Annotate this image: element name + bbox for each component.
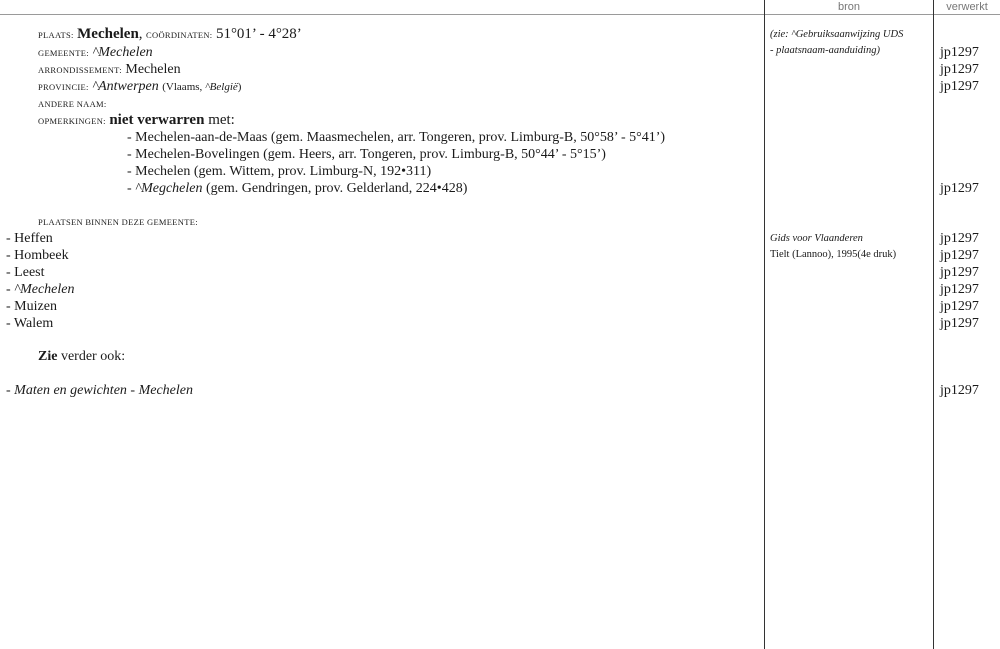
verwerkt-ref: jp1297: [940, 62, 979, 77]
place-name: Walem: [13, 316, 54, 331]
place-prefix: -: [6, 282, 15, 297]
see-also-rest: verder ook:: [57, 349, 126, 364]
source-uds-line2: - plaatsnaam-aanduiding): [770, 45, 880, 56]
verwerkt-ref: jp1297: [940, 265, 979, 280]
confusion-details: (gem. Heers, arr. Tongeren, prov. Limburg-B, 50°44’ - 5°15’): [259, 147, 606, 162]
place-name: Heffen: [14, 231, 53, 246]
header-rule: [0, 14, 1000, 15]
provincie-label: PROVINCIE:: [38, 82, 89, 92]
confusion-name: Mechelen-aan-de-Maas: [135, 130, 268, 145]
place-prefix: -: [6, 299, 15, 314]
provincie-note-open: (Vlaams,: [162, 81, 206, 93]
confusion-item: [127, 163, 431, 180]
place-item: [6, 315, 53, 332]
confusion-item: [127, 129, 665, 146]
arrondissement-line: [38, 61, 181, 79]
confusion-details: (gem. Gendringen, prov. Gelderland, 224•428): [202, 181, 468, 196]
place-name: Leest: [14, 265, 45, 280]
place-prefix: -: [6, 316, 14, 331]
confusion-name: Mechelen: [135, 164, 191, 179]
gemeente-line: [38, 44, 153, 62]
source-gids-publisher: Tielt (Lannoo), 1995(4e druk): [770, 249, 897, 260]
arrondissement-value: Mechelen: [125, 62, 181, 77]
provincie-note-country: ^België: [205, 81, 238, 93]
arrondissement-label: ARRONDISSEMENT:: [38, 65, 122, 75]
place-name: Muizen: [14, 299, 57, 314]
places-heading: [38, 213, 198, 231]
provincie-line: [38, 78, 241, 96]
see-also-heading: [38, 348, 125, 365]
see-also-link: Maten en gewichten - Mechelen: [14, 383, 193, 398]
andere-naam-label: ANDERE NAAM:: [38, 99, 107, 109]
source-gids-title: Gids voor Vlaanderen: [770, 233, 863, 244]
column-header-bron: bron: [837, 1, 861, 13]
column-header-verwerkt: verwerkt: [946, 1, 988, 13]
places-label: PLAATSEN BINNEN DEZE GEMEENTE:: [38, 217, 198, 227]
column-divider-bron: [764, 0, 765, 649]
verwerkt-ref: jp1297: [940, 383, 979, 398]
place-name: Hombeek: [14, 248, 69, 263]
verwerkt-ref: jp1297: [940, 282, 979, 297]
place-prefix: -: [6, 265, 15, 280]
verwerkt-ref: jp1297: [940, 299, 979, 314]
verwerkt-ref: jp1297: [940, 248, 979, 263]
provincie-note-close: ): [237, 81, 242, 93]
opmerkingen-label: OPMERKINGEN:: [38, 116, 106, 126]
confusion-prefix: -: [127, 130, 136, 145]
place-item: [6, 298, 57, 315]
confusion-name: Mechelen-Bovelingen: [135, 147, 260, 162]
verwerkt-ref: jp1297: [940, 316, 979, 331]
see-also-prefix: -: [6, 383, 15, 398]
column-divider-verwerkt: [933, 0, 934, 649]
place-item: [6, 230, 53, 247]
place-item: [6, 247, 69, 264]
place-prefix: -: [6, 231, 15, 246]
andere-naam-line: [38, 95, 107, 113]
plaats-value: Mechelen: [77, 26, 139, 42]
place-item: [6, 281, 75, 298]
confusion-item: [127, 146, 606, 163]
gemeente-label: GEMEENTE:: [38, 48, 89, 58]
see-also-emphasis: Zie: [38, 349, 58, 364]
confusion-details: (gem. Wittem, prov. Limburg-N, 192•311): [190, 164, 432, 179]
confusion-prefix: -: [127, 164, 136, 179]
verwerkt-ref: jp1297: [940, 231, 979, 246]
confusion-prefix: -: [127, 181, 136, 196]
place-name: ^Mechelen: [14, 282, 75, 297]
verwerkt-ref: jp1297: [940, 79, 979, 94]
gemeente-value: ^Mechelen: [92, 45, 153, 60]
source-uds-line1: (zie: ^Gebruiksaanwijzing UDS: [770, 29, 904, 40]
plaats-label: PLAATS:: [38, 30, 74, 40]
verwerkt-ref: jp1297: [940, 181, 979, 196]
see-also-item: [6, 382, 193, 399]
opmerkingen-emphasis: niet verwarren: [109, 112, 205, 128]
confusion-name: ^Megchelen: [135, 181, 203, 196]
coordinates-value: 51°01’ - 4°28’: [215, 26, 302, 42]
place-prefix: -: [6, 248, 15, 263]
confusion-prefix: -: [127, 147, 136, 162]
opmerkingen-rest: met:: [204, 112, 235, 128]
confusion-item: [127, 180, 467, 197]
opmerkingen-line: [38, 112, 235, 130]
verwerkt-ref: jp1297: [940, 45, 979, 60]
place-item: [6, 264, 45, 281]
confusion-details: (gem. Maasmechelen, arr. Tongeren, prov. Limburg-B, 50°58’ - 5°41’): [267, 130, 666, 145]
plaats-line: PLAATS: Mechelen, COÖRDINATEN: 51°01’ - 4°28’: [38, 26, 302, 42]
provincie-value: ^Antwerpen: [92, 79, 159, 94]
coordinates-label: COÖRDINATEN:: [146, 30, 213, 40]
